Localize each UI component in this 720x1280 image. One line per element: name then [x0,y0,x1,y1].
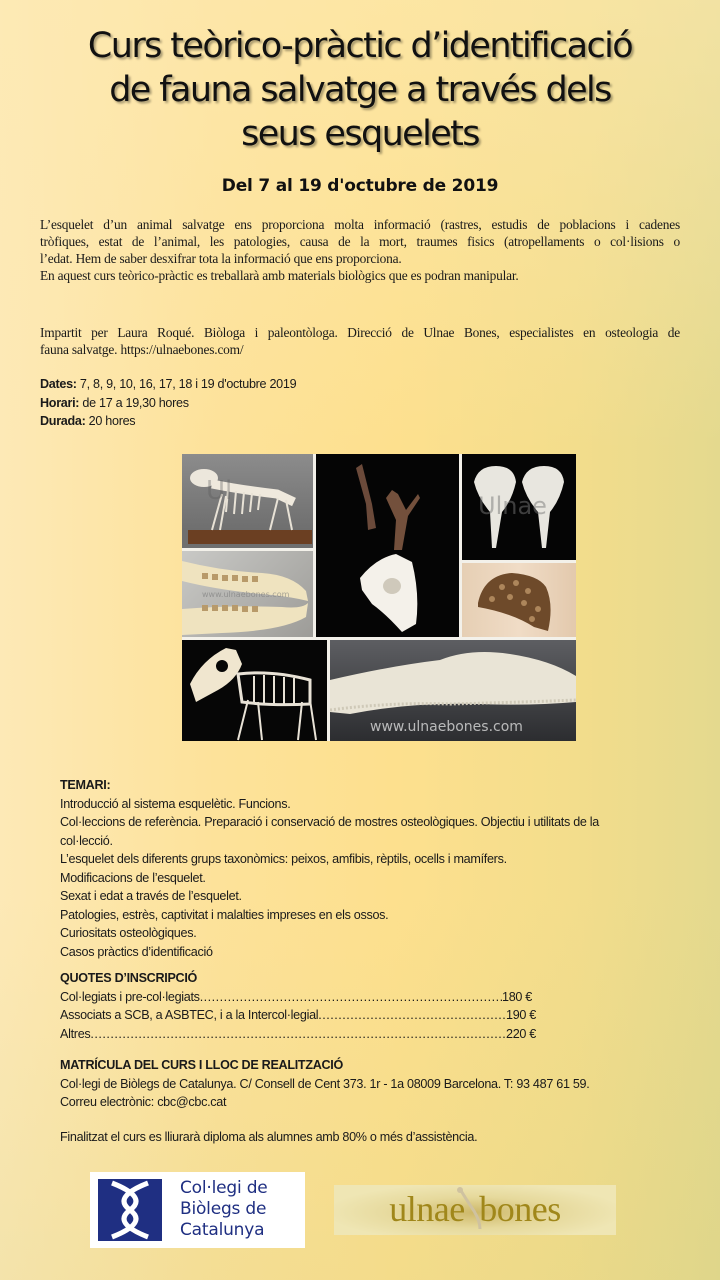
fee-price: 190 € [505,1008,536,1022]
registration-heading: MATRÍCULA DEL CURS I LLOC DE REALITZACIÓ [60,1058,344,1072]
instructor-line: fauna salvatge. https://ulnaebones.com/ [40,342,244,357]
dates-value: 7, 8, 9, 10, 16, 17, 18 i 19 d'octubre 2019 [76,377,297,391]
registration-address: Col·legi de Biòlegs de Catalunya. C/ Consell de Cent 373. 1r - 1a 08009 Barcelona. T: 93 487 61 59. [60,1076,590,1091]
fee-price: 180 € [501,989,532,1004]
photo-deer-skull [316,454,459,637]
duration-row [40,412,296,431]
dna-helix-icon [98,1179,162,1241]
photo-collage [182,454,576,741]
photo-mandible [182,551,313,637]
photo-mounted-skeleton [182,454,313,548]
fee-label: Associats a SCB, a ASBTEC, i a la Intercol·legial [60,1008,319,1022]
schedule-row [40,394,296,413]
syllabus-item: Sexat i edat a través de l’esquelet. [60,889,242,903]
svg-text:Ulnae: Ulnae [478,492,547,520]
instructor-paragraph [40,324,680,358]
svg-text:www.ulnaebones.com: www.ulnaebones.com [202,590,290,599]
instructor-line: Impartit per Laura Roqué. Biòloga i paleontòloga. Direcció de Ulnae Bones, especialistes en osteologia de [40,325,680,340]
fee-row [60,1006,536,1025]
fee-row [60,1025,536,1044]
schedule-value: de 17 a 19,30 hores [79,395,189,410]
diploma-note: Finalitzat el curs es lliurarà diploma als alumnes amb 80% o més d’assistència. [60,1130,478,1144]
intro-paragraph [40,216,680,284]
fees-section [60,969,680,1043]
syllabus-item: Curiositats osteològiques. [60,926,197,940]
cbc-logo-text [180,1178,268,1241]
date-subtitle: Del 7 al 19 d'octubre de 2019 [221,176,499,196]
dates-row [40,375,296,394]
intro-line: l’edat. Hem de saber desxifrar tota la informació que ens proporciona. [40,251,402,266]
syllabus-item: Col·leccions de referència. Preparació i conservació de mostres osteològiques. Objectiu i utilitats de la [60,815,600,829]
course-details [40,375,296,431]
cbc-logo [90,1172,305,1248]
photo-bird-skulls [462,454,576,560]
fee-leader-dots [90,1025,506,1044]
syllabus-heading: TEMARI: [60,778,111,792]
syllabus-item: L’esquelet dels diferents grups taxonòmics: peixos, amfibis, rèptils, ocells i mamífers. [60,852,507,866]
cbc-logo-line: Catalunya [180,1220,265,1240]
intro-line: L’esquelet d’un animal salvatge ens proporciona molta informació (rastres, estudis de poblacions i cadenes [40,217,680,232]
syllabus-item: Modificacions de l’esquelet. [60,870,206,885]
fee-label: Altres [60,1026,91,1041]
title-line: Curs teòrico-pràctic d’identificació [87,26,633,66]
cbc-logo-line: Col·legi de [180,1178,268,1198]
registration-email: Correu electrònic: cbc@cbc.cat [60,1095,227,1109]
photo-bone-texture [330,640,576,741]
fee-leader-dots [200,988,502,1007]
intro-line: tròfiques, estat de l’animal, les patologies, causa de la mort, traumes fisics (atropellaments o col·lisions o [40,234,680,249]
cbc-logo-line: Biòlegs de [180,1199,267,1219]
syllabus-item: col·lecció. [60,833,113,848]
fee-price: 220 € [505,1026,536,1041]
registration-section [60,1056,680,1112]
photo-owl-wing [462,563,576,637]
syllabus-item: Patologies, estrès, captivitat i malalties impreses en els ossos. [60,907,389,922]
ulnae-bones-logo [334,1185,616,1235]
title-line: seus esquelets [241,114,479,154]
syllabus-item: Casos pràctics d’identificació [60,944,213,959]
fee-label: Col·legiats i pre-col·legiats [60,989,200,1004]
fee-row [60,988,532,1007]
photo-canid-skeleton [182,640,327,741]
title-line: de fauna salvatge a través dels [109,70,611,110]
watermark-text: www.ulnaebones.com [370,719,523,735]
dates-label: Dates: [40,377,77,391]
schedule-label: Horari: [40,395,80,410]
fees-heading: QUOTES D’INSCRIPCIÓ [60,971,198,985]
intro-line: En aquest curs teòrico-pràctic es treballarà amb materials biològics que es podran manipular. [40,268,519,283]
svg-text:Ul: Ul [206,476,233,506]
syllabus-section [60,776,680,961]
fee-leader-dots [318,1006,506,1025]
duration-value: 20 hores [85,414,136,428]
syllabus-item: Introducció al sistema esquelètic. Funcions. [60,796,291,811]
page-title [0,24,720,156]
ulnae-bones-wordmark: ulnae bones [389,1189,561,1229]
duration-label: Durada: [40,414,86,428]
